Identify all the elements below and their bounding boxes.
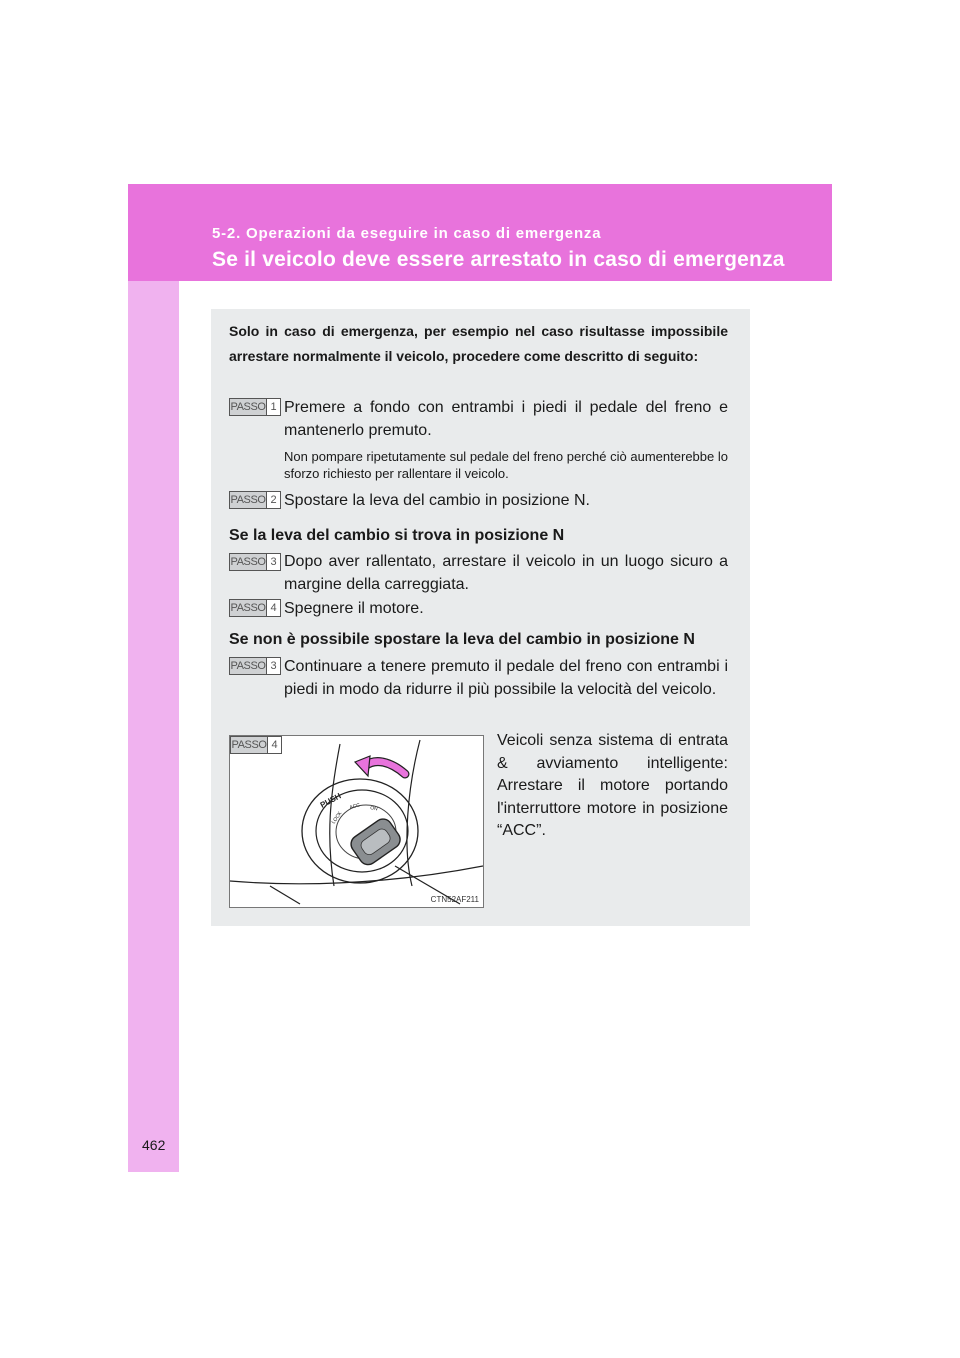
badge-word: PASSO [231,739,267,751]
figure-code: CTN52AF211 [430,895,479,904]
rotation-arrow [365,762,405,774]
case-a-heading: Se la leva del cambio si trova in posizione N [229,527,565,544]
badge-word: PASSO [230,556,266,568]
case-a-step-4-text: Spegnere il motore. [284,600,424,617]
badge-word: PASSO [230,401,266,413]
case-a-badge-4 [229,599,281,617]
case-b-step-4-text: Veicoli senza sistema di entrata & avviamento intelligente: Arrestare il motore portando l'interruttore motore in posizione “ACC”. [497,732,728,839]
acc-label: ACC [348,802,361,811]
case-b-badge-4 [230,736,282,754]
step-1-note: Non pompare ripetutamente sul pedale del freno perché ciò aumenterebbe lo sforzo richiesto per rallentare il veicolo. [284,449,728,481]
lock-label: LOCK [330,810,344,826]
side-band [128,281,179,1172]
page-number: 462 [142,1137,166,1153]
badge-word: PASSO [230,494,266,506]
step-1-text: Premere a fondo con entrambi i piedi il pedale del freno e mantenerlo premuto. [284,399,728,439]
case-b-step-3-text: Continuare a tenere premuto il pedale del freno con entrambi i piedi in modo da ridurre il più possibile la velocità del veicolo. [284,658,728,698]
intro-text: Solo in caso di emergenza, per esempio nel caso risultasse impossibile arrestare normalmente il veicolo, procedere come descritto di seguito: [229,323,728,364]
key-icon [348,816,404,869]
badge-number: 4 [270,602,277,614]
on-label: ON [369,805,379,813]
step-badge-1 [229,398,281,416]
ignition-figure [229,735,484,908]
step-badge-2 [229,491,281,509]
case-a-badge-3 [229,553,281,571]
badge-number: 4 [271,739,278,751]
badge-number: 1 [270,401,277,413]
badge-word: PASSO [230,660,266,672]
badge-number: 3 [270,660,277,672]
badge-word: PASSO [230,602,266,614]
case-a-step-3-text: Dopo aver rallentato, arrestare il veicolo in un luogo sicuro a margine della carreggiata. [284,553,728,593]
badge-number: 3 [270,556,277,568]
badge-number: 2 [270,494,277,506]
step-2-text: Spostare la leva del cambio in posizione N. [284,492,590,509]
ignition-key-illustration [230,736,483,907]
push-label: PUSH [318,791,343,810]
section-label: 5-2. Operazioni da eseguire in caso di emergenza [212,225,602,242]
page-title: Se il veicolo deve essere arrestato in caso di emergenza [212,248,785,271]
case-b-heading: Se non è possibile spostare la leva del cambio in posizione N [229,631,695,648]
case-b-badge-3 [229,657,281,675]
